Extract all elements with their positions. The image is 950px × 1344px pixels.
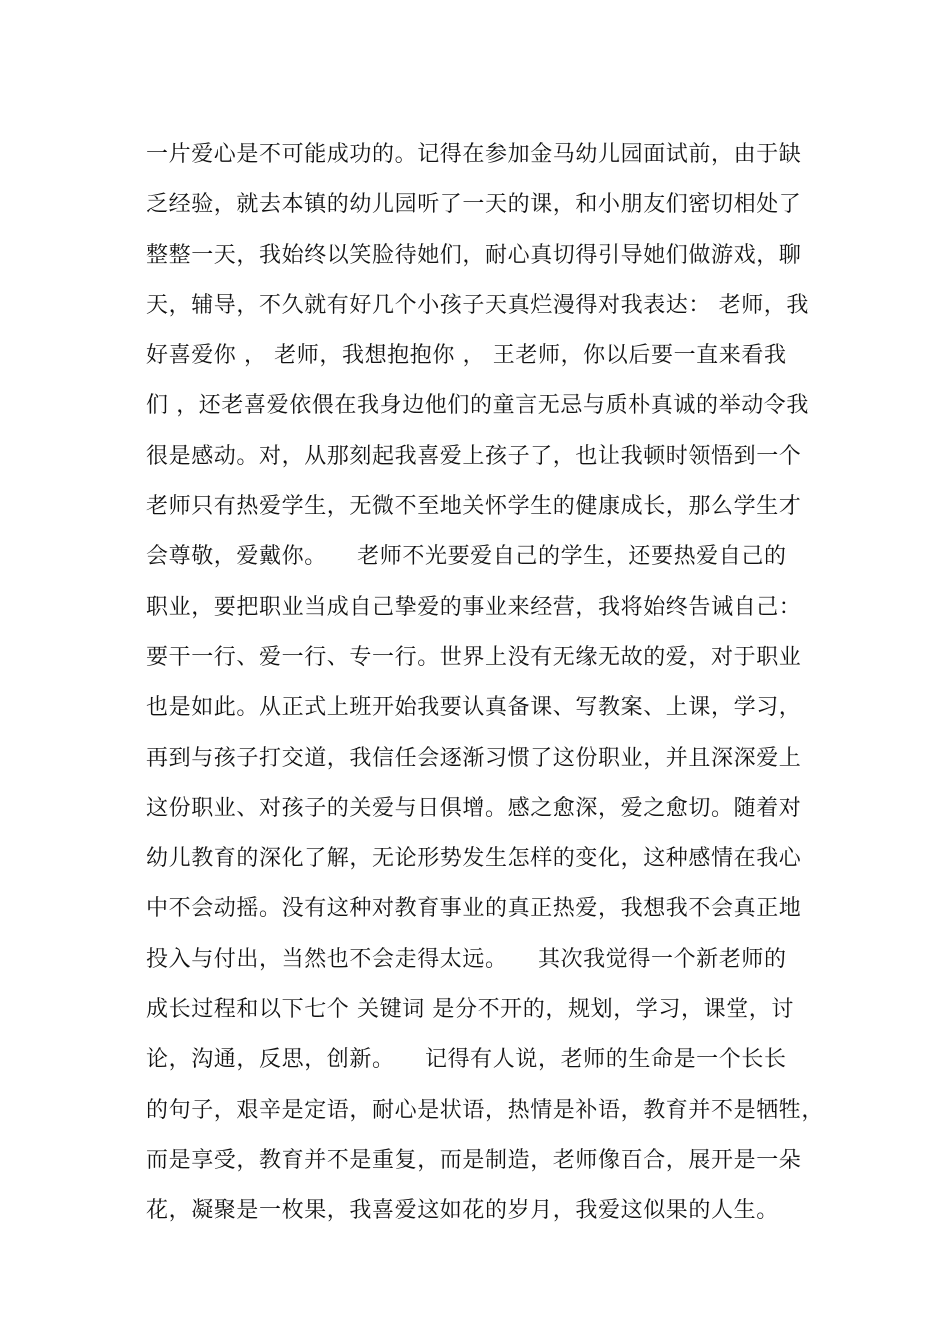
body-text [146, 130, 826, 1237]
text-line-10: 职业，要把职业当成自己挚爱的事业来经营，我将始终告诫自己： [146, 594, 802, 620]
text-line-15: 幼儿教育的深化了解，无论形势发生怎样的变化，这种感情在我心 [146, 846, 802, 872]
text-line-12: 也是如此。从正式上班开始我要认真备课、写教案、上课，学习， [146, 695, 802, 721]
text-line-14: 这份职业、对孩子的关爱与日俱增。感之愈深，爱之愈切。随着对 [146, 795, 802, 821]
text-line-6: 们 ，还老喜爱依偎在我身边他们的童言无忌与质朴真诚的举动令我 [146, 393, 809, 419]
text-line-8: 老师只有热爱学生，无微不至地关怀学生的健康成长，那么学生才 [146, 494, 802, 520]
text-line-13: 再到与孩子打交道，我信任会逐渐习惯了这份职业，并且深深爱上 [146, 745, 802, 771]
text-line-11: 要干一行、爱一行、专一行。世界上没有无缘无故的爱，对于职业 [146, 644, 802, 670]
text-line-4: 天，辅导，不久就有好几个小孩子天真烂漫得对我表达： 老师，我 [146, 292, 809, 318]
text-line-17: 投入与付出，当然也不会走得太远。 其次我觉得一个新老师的 [146, 946, 787, 972]
text-line-3: 整整一天，我始终以笑脸待她们，耐心真切得引导她们做游戏，聊 [146, 242, 802, 268]
text-line-20: 的句子，艰辛是定语，耐心是状语，热情是补语，教育并不是牺牲， [146, 1097, 825, 1123]
text-line-5: 好喜爱你 ， 老师，我想抱抱你 ， 王老师，你以后要一直来看我 [146, 343, 787, 369]
text-line-7: 很是感动。对，从那刻起我喜爱上孩子了，也让我顿时领悟到一个 [146, 443, 802, 469]
text-line-9: 会尊敬，爱戴你。 老师不光要爱自己的学生，还要热爱自己的 [146, 544, 787, 570]
text-line-19: 论，沟通，反思，创新。 记得有人说，老师的生命是一个长长 [146, 1047, 787, 1073]
text-line-16: 中不会动摇。没有这种对教育事业的真正热爱，我想我不会真正地 [146, 896, 802, 922]
text-line-22: 花，凝聚是一枚果，我喜爱这如花的岁月，我爱这似果的人生。 [146, 1198, 779, 1224]
text-line-1: 一片爱心是不可能成功的。记得在参加金马幼儿园面试前，由于缺 [146, 142, 802, 167]
text-line-21: 而是享受，教育并不是重复，而是制造，老师像百合，展开是一朵 [146, 1147, 802, 1173]
text-line-2: 乏经验，就去本镇的幼儿园听了一天的课，和小朋友们密切相处了 [146, 192, 802, 218]
text-line-18: 成长过程和以下七个 关键词 是分不开的，规划，学习，课堂，讨 [146, 997, 794, 1023]
